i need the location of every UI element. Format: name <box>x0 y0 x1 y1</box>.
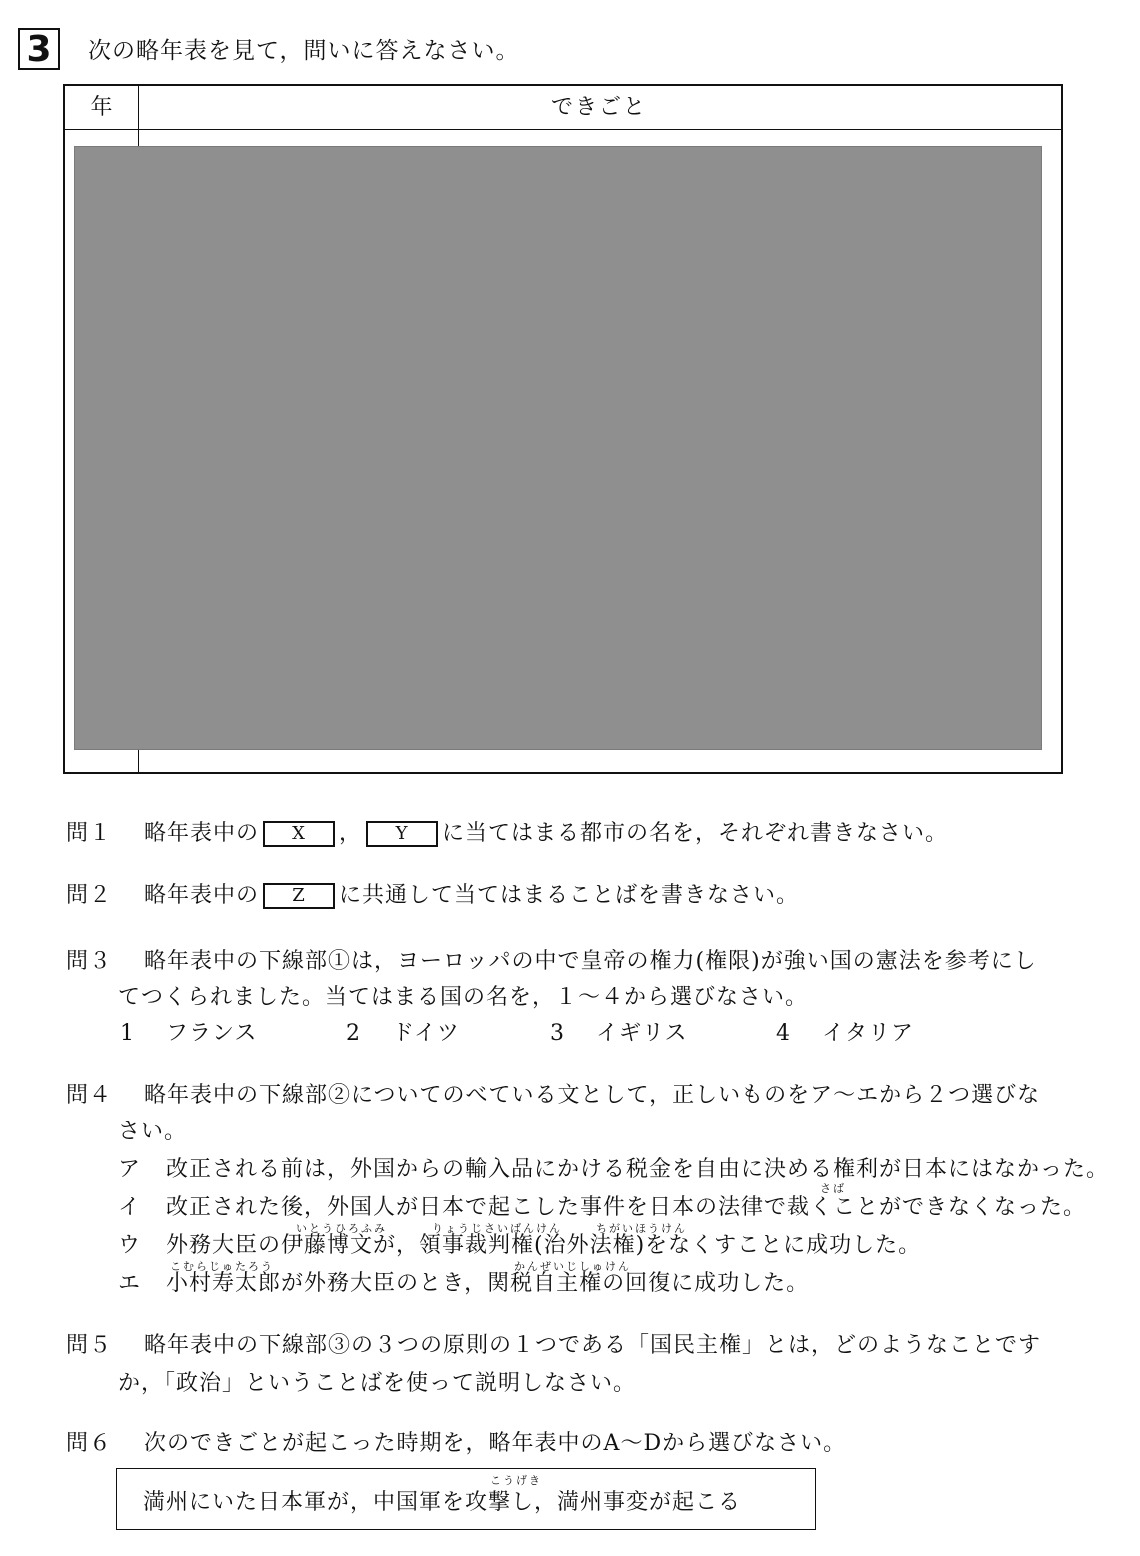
q3-line1: 略年表中の下線部①は，ヨーロッパの中で皇帝の権力(権限)が強い国の憲法を参考にし <box>144 949 1037 974</box>
option-text: イタリア <box>822 1021 915 1046</box>
choice-text: 改正された後，外国人が日本で起こした事件を日本の法律で裁くことができなくなった。 <box>166 1195 1087 1220</box>
question-label: 問３ <box>66 949 113 974</box>
question-label: 問２ <box>66 883 113 908</box>
ruby-komura: こむらじゅたろう <box>170 1260 274 1273</box>
q1-sep: ， <box>339 821 363 846</box>
question-label: 問５ <box>66 1333 113 1358</box>
question-2 <box>66 880 799 912</box>
choice-e <box>118 1268 809 1300</box>
q4-line2: さい。 <box>118 1119 188 1144</box>
choice-text: 外務大臣の伊藤博文が，領事裁判権(治外法権)をなくすことに成功した。 <box>166 1233 922 1258</box>
option-text: フランス <box>166 1021 258 1046</box>
choice-mark: イ <box>118 1195 142 1220</box>
choice-text: 小村寿太郎が外務大臣のとき，関税自主権の回復に成功した。 <box>166 1271 810 1296</box>
blank-y: Y <box>366 821 438 847</box>
column-header-year: 年 <box>90 95 113 120</box>
choice-mark: エ <box>118 1271 142 1296</box>
ruby-chigai: ちがいほうけん <box>596 1222 687 1235</box>
option-number: 4 <box>776 1021 791 1046</box>
q2-post: に共通して当てはまることばを書きなさい。 <box>339 883 800 908</box>
q1-pre: 略年表中の <box>144 821 260 846</box>
event-box <box>116 1468 816 1530</box>
question-label: 問４ <box>66 1083 113 1108</box>
blank-x: X <box>263 821 335 847</box>
blank-z: Z <box>263 883 335 909</box>
question-1 <box>66 818 948 850</box>
q1-post: に当てはまる都市の名を，それぞれ書きなさい。 <box>442 821 949 846</box>
option-text: イギリス <box>596 1021 688 1046</box>
option-3 <box>550 1018 776 1050</box>
intro-text: 次の略年表を見て，問いに答えなさい。 <box>88 38 520 64</box>
q6-line1: 次のできごとが起こった時期を，略年表中のA～Dから選びなさい。 <box>144 1431 847 1456</box>
choice-mark: ア <box>118 1157 142 1182</box>
option-text: ドイツ <box>392 1021 460 1046</box>
question-5 <box>66 1330 1041 1362</box>
question-number: 3 <box>18 28 60 70</box>
q5-line1: 略年表中の下線部③の３つの原則の１つである「国民主権」とは，どのようなことです <box>144 1333 1042 1358</box>
question-label: 問６ <box>66 1431 113 1456</box>
option-number: 2 <box>346 1021 361 1046</box>
choice-text: 改正される前は，外国からの輸入品にかける税金を自由に決める権利が日本にはなかった。 <box>166 1157 1110 1182</box>
ruby-sabaku: さば <box>820 1182 846 1195</box>
column-header-event: できごと <box>550 95 647 120</box>
redacted-timeline-content <box>74 146 1042 750</box>
question-label: 問１ <box>66 821 113 846</box>
option-number: 3 <box>550 1021 565 1046</box>
choice-a <box>118 1154 1109 1186</box>
q4-line1: 略年表中の下線部②についてのべている文として，正しいものをア～エから２つ選びな <box>144 1083 1041 1108</box>
ruby-ryoji: りょうじさいばんけん <box>432 1222 562 1235</box>
option-number: 1 <box>120 1021 135 1046</box>
ruby-kogeki: こうげき <box>490 1474 542 1487</box>
q2-pre: 略年表中の <box>144 883 260 908</box>
choice-mark: ウ <box>118 1233 142 1258</box>
q5-line2: か，「政治」ということばを使って説明しなさい。 <box>118 1371 637 1396</box>
ruby-kanzei: かんぜいじしゅけん <box>514 1260 631 1273</box>
event-text: 満州にいた日本軍が，中国軍を攻撃し，満州事変が起こる <box>143 1490 742 1515</box>
q3-options <box>120 1018 914 1050</box>
option-4 <box>776 1018 914 1050</box>
ruby-ito: いとうひろふみ <box>296 1222 387 1235</box>
option-2 <box>346 1018 550 1050</box>
option-1 <box>120 1018 346 1050</box>
question-3 <box>66 946 1037 978</box>
question-4 <box>66 1080 1040 1112</box>
q3-line2: てつくられました。当てはまる国の名を，１～４から選びなさい。 <box>118 985 809 1010</box>
question-6 <box>66 1428 846 1460</box>
